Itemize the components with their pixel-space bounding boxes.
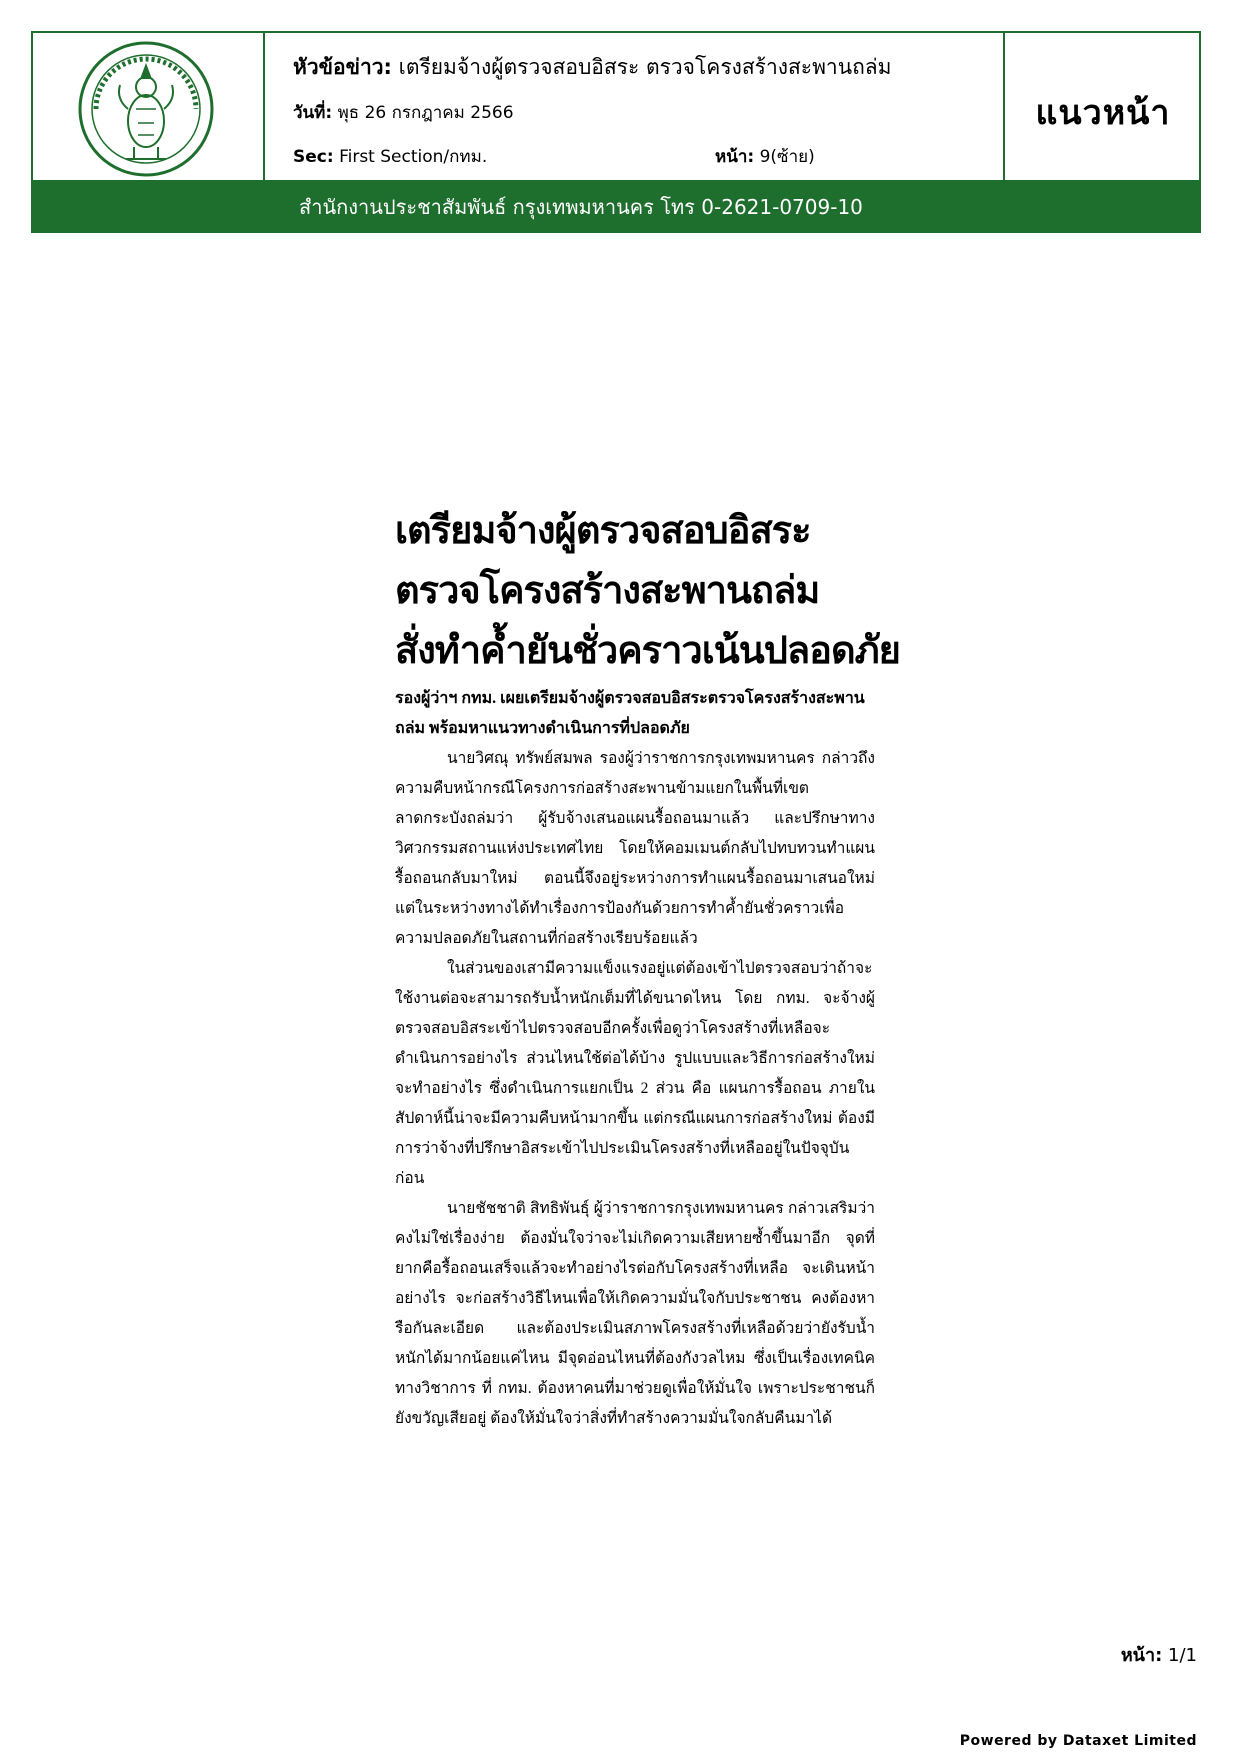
- date-line: [293, 99, 514, 126]
- headline-line-2: ตรวจโครงสร้างสะพานถล่ม: [395, 567, 820, 612]
- headline-line-1: เตรียมจ้างผู้ตรวจสอบอิสระ: [395, 507, 811, 552]
- article-lead: รองผู้ว่าฯ กทม. เผยเตรียมจ้างผู้ตรวจสอบอิสระตรวจโครงสร้างสะพานถล่ม พร้อมหาแนวทางดำเนินการที่ปลอดภัย: [395, 690, 865, 737]
- section-line: [293, 143, 487, 170]
- clipping-info: [265, 33, 1003, 180]
- headline-value: เตรียมจ้างผู้ตรวจสอบอิสระ ตรวจโครงสร้างสะพานถล่ม: [398, 55, 892, 79]
- bangkok-seal-icon: [76, 39, 216, 179]
- article-paragraph: นายวิศณุ ทรัพย์สมพล รองผู้ว่าราชการกรุงเทพมหานคร กล่าวถึงความคืบหน้ากรณีโครงการก่อสร้างสะพานข้ามแยกในพื้นที่เขตลาดกระบังถล่มว่า ผู้รับจ้างเสนอแผนรื้อถอนมาแล้ว และปรึกษาทางวิศวกรรมสถานแห่งประเทศไทย โดยให้คอมเมนต์กลับไปทบทวนทำแผนรื้อถอนกลับมาใหม่ ตอนนี้จึงอยู่ระหว่างการทำแผนรื้อถอนมาเสนอใหม่ แต่ในระหว่างทางได้ทำเรื่องการป้องกันด้วยการทำค้ำยันชั่วคราวเพื่อความปลอดภัยในสถานที่ก่อสร้างเรียบร้อยแล้ว: [395, 750, 875, 947]
- logo-cell: [33, 33, 265, 180]
- newspaper-tag-cell: [1003, 33, 1201, 180]
- powered-by: Powered by Dataxet Limited: [959, 1733, 1197, 1749]
- section-value: First Section/กทม.: [339, 147, 488, 167]
- page-counter-value: 1/1: [1168, 1645, 1197, 1666]
- headline-label: หัวข้อข่าว:: [293, 55, 392, 79]
- headline-line: [293, 51, 993, 84]
- date-value: พุธ 26 กรกฎาคม 2566: [337, 103, 514, 123]
- headline-line-3: สั่งทำค้ำยันชั่วคราวเน้นปลอดภัย: [395, 627, 900, 672]
- page-counter: [1121, 1640, 1197, 1669]
- pr-office-banner: สำนักงานประชาสัมพันธ์ กรุงเทพมหานคร โทร 0-2621-0709-10: [31, 182, 1201, 233]
- news-article: [395, 500, 900, 1434]
- page-counter-label: หน้า:: [1120, 1645, 1163, 1666]
- date-label: วันที่:: [293, 103, 333, 123]
- newspaper-name: แนวหน้า: [1035, 93, 1171, 133]
- article-paragraph: นายชัชชาติ สิทธิพันธุ์ ผู้ว่าราชการกรุงเทพมหานคร กล่าวเสริมว่า คงไม่ใช่เรื่องง่าย ต้องมั่นใจว่าจะไม่เกิดความเสียหายซ้ำขึ้นมาอีก จุดที่ยากคือรื้อถอนเสร็จแล้วจะทำอย่างไรต่อกับโครงสร้างที่เหลือ จะเดินหน้าอย่างไร จะก่อสร้างวิธีไหนเพื่อให้เกิดความมั่นใจกับประชาชน คงต้องหารือกันละเอียด และต้องประเมินสภาพโครงสร้างที่เหลือด้วยว่ายังรับน้ำหนักได้มากน้อยแค่ไหน มีจุดอ่อนไหนที่ต้องกังวลไหม ซึ่งเป็นเรื่องเทคนิคทางวิชาการ ที่ กทม. ต้องหาคนที่มาช่วยดูเพื่อให้มั่นใจ เพราะประชาชนก็ยังขวัญเสียอยู่ ต้องให้มั่นใจว่าสิ่งที่ทำสร้างความมั่นใจกลับคืนมาได้: [395, 1200, 875, 1427]
- page-label: หน้า:: [715, 147, 755, 167]
- article-headline: [395, 500, 900, 680]
- section-label: Sec:: [293, 147, 334, 167]
- page-line: [715, 143, 815, 170]
- clipping-header: [31, 31, 1201, 182]
- page-value: 9(ซ้าย): [759, 147, 815, 167]
- article-paragraph: ในส่วนของเสามีความแข็งแรงอยู่แต่ต้องเข้าไปตรวจสอบว่าถ้าจะใช้งานต่อจะสามารถรับน้ำหนักเต็มที่ได้ขนาดไหน โดย กทม. จะจ้างผู้ตรวจสอบอิสระเข้าไปตรวจสอบอีกครั้งเพื่อดูว่าโครงสร้างที่เหลือจะดำเนินการอย่างไร ส่วนไหนใช้ต่อได้บ้าง รูปแบบและวิธีการก่อสร้างใหม่จะทำอย่างไร ซึ่งดำเนินการแยกเป็น 2 ส่วน คือ แผนการรื้อถอน ภายในสัปดาห์นี้น่าจะมีความคืบหน้ามากขึ้น แต่กรณีแผนการก่อสร้างใหม่ ต้องมีการว่าจ้างที่ปรึกษาอิสระเข้าไปประเมินโครงสร้างที่เหลืออยู่ในปัจจุบันก่อน: [395, 960, 875, 1187]
